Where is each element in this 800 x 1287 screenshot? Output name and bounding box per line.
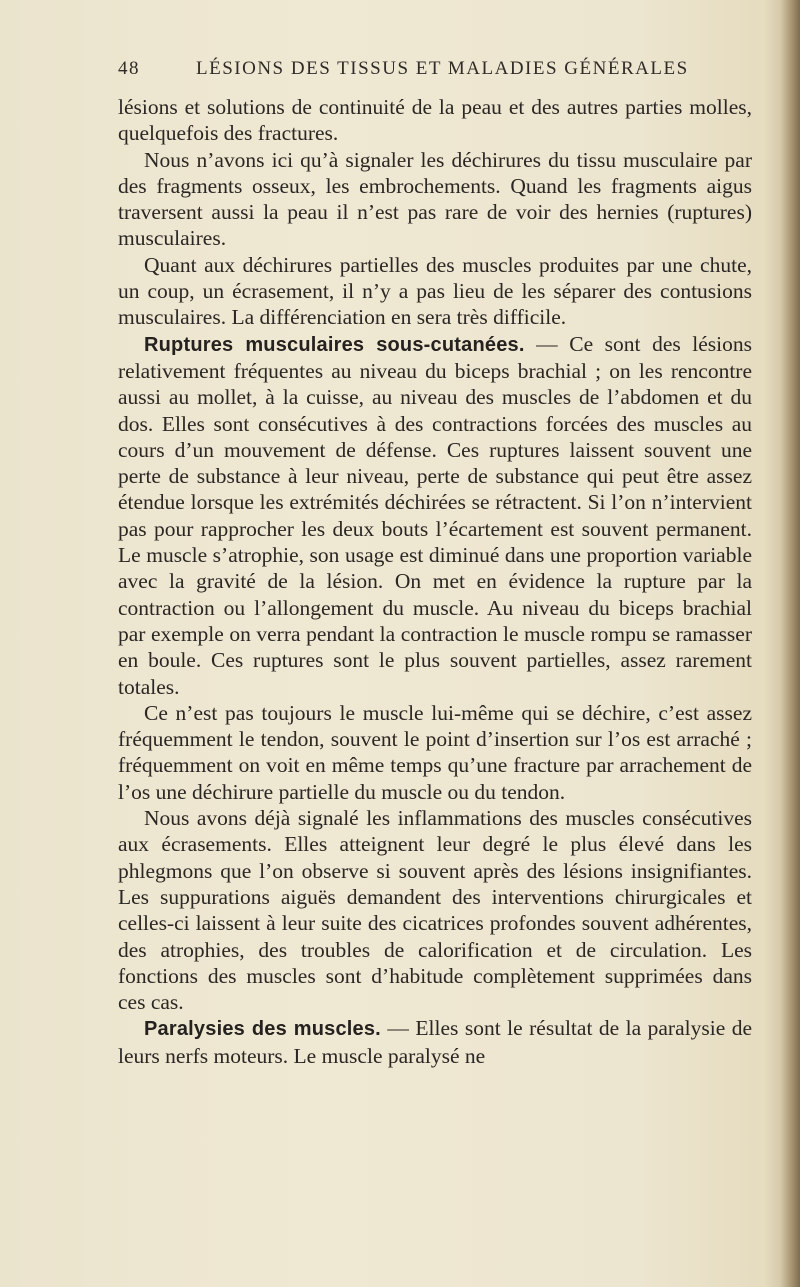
section-text: — Ce sont des lésions relativement fréquentes au niveau du biceps brachial ; on les rencontre aussi au mollet, à la cuisse, au niveau des muscles de l’abdomen et du dos. Elles sont consécutives à des contractions forcées des muscles au cours d’un mouvement de défense. Ces ruptures laissent souvent une perte de substance à leur niveau, perte de substance qui peut être assez étendue lorsque les extrémités déchirées se rétractent. Si l’on n’intervient pas pour rapprocher les deux bouts l’écartement est souvent permanent. Le muscle s’atrophie, son usage est diminué dans une proportion variable avec la gravité de la lésion. On met en évidence la rupture par la contraction ou l’allongement du muscle. Au niveau du biceps brachial par exemple on verra pendant la contraction le muscle rompu se ramasser en boule. Ces ruptures sont le plus souvent partielles, assez rarement totales.	[118, 331, 753, 699]
page-number: 48	[118, 58, 140, 79]
section-heading: Ruptures musculaires sous-cutanées.	[144, 333, 525, 356]
paragraph: Ce n’est pas toujours le muscle lui-même qui se déchire, c’est assez fréquemment le tendon, souvent le point d’insertion sur l’os est arraché ; fréquemment on voit en même temps qu’une fracture par arrachement de l’os une déchirure partielle du muscle ou du tendon.	[118, 700, 752, 804]
section-paragraph-ruptures	[118, 331, 752, 700]
running-title: LÉSIONS DES TISSUS ET MALADIES GÉNÉRALES	[196, 58, 689, 79]
paragraph: Nous avons déjà signalé les inflammations des muscles consécutives aux écrasements. Elles atteignent leur degré le plus élevé dans les phlegmons que l’on observe si souvent après des lésions insignifiantes. Les suppurations aiguës demandent des interventions chirurgicales et celles-ci laissent à leur suite des cicatrices profondes souvent adhérentes, des atrophies, des troubles de calorification et de circulation. Les fonctions des muscles sont d’habitude complètement supprimées dans ces cas.	[118, 806, 752, 1015]
page-header	[118, 58, 752, 84]
paragraph: Quant aux déchirures partielles des muscles produites par une chute, un coup, un écrasement, il n’y a pas lieu de les séparer des contusions musculaires. La différenciation en sera très difficile.	[118, 252, 752, 330]
paragraph: Nous n’avons ici qu’à signaler les déchirures du tissu musculaire par des fragments osseux, les embrochements. Quand les fragments aigus traversent aussi la peau il n’est pas rare de voir des hernies (ruptures) musculaires.	[118, 147, 752, 251]
section-text: — Elles sont le résultat de la paralysie de leurs nerfs moteurs. Le muscle paralysé ne	[118, 1016, 752, 1068]
body-text	[118, 94, 752, 1069]
page-edge-shadow	[764, 0, 800, 1287]
paragraph: lésions et solutions de continuité de la peau et des autres parties molles, quelquefois des fractures.	[118, 95, 752, 146]
section-heading: Paralysies des muscles.	[144, 1018, 381, 1041]
section-paragraph-paralysies	[118, 1015, 752, 1069]
